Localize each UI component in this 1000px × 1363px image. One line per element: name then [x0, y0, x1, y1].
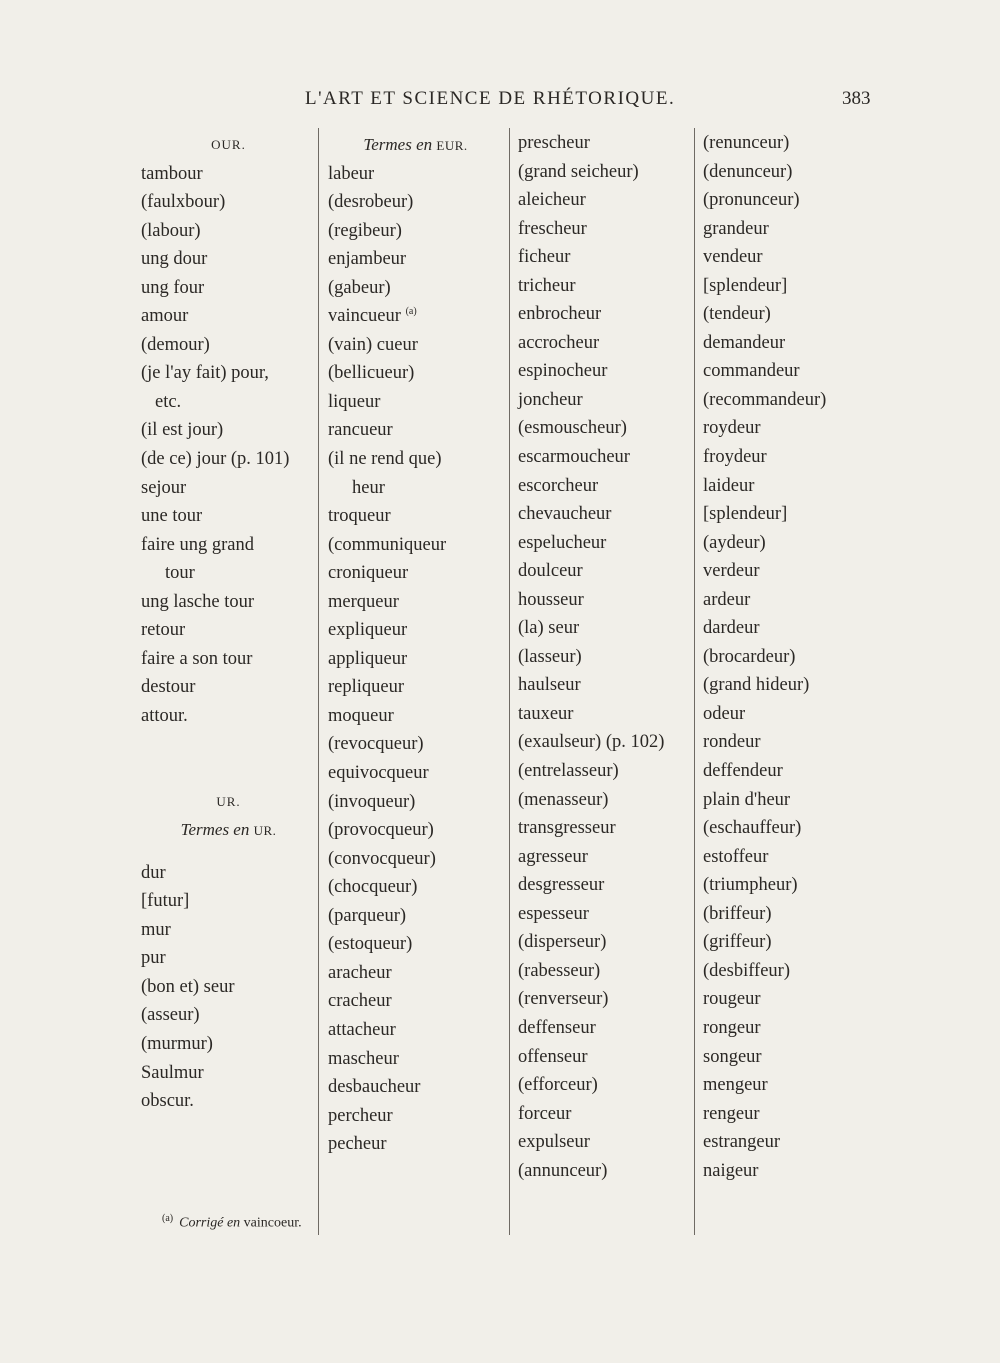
section-heading-our: OUR. — [211, 137, 246, 152]
word-entry: aleicheur — [518, 190, 586, 211]
word-entry: mascheur — [328, 1048, 399, 1069]
word-entry: offenseur — [518, 1046, 588, 1067]
word-entry: equivocqueur — [328, 763, 429, 784]
word-entry: forceur — [518, 1103, 572, 1124]
word-entry: moqueur — [328, 705, 394, 726]
word-entry: merqueur — [328, 591, 399, 612]
word-entry: (murmur) — [141, 1033, 213, 1054]
word-entry: cracheur — [328, 991, 392, 1012]
word-entry: (parqueur) — [328, 905, 407, 926]
word-entry: (revocqueur) — [328, 734, 424, 755]
word-entry: tour — [165, 563, 195, 584]
word-entry: (menasseur) — [518, 789, 609, 810]
termes-label: Termes en — [363, 135, 433, 154]
section-subheading-termes-eur — [328, 131, 503, 160]
column-rule — [509, 128, 510, 1235]
word-entry: appliqueur — [328, 648, 408, 669]
word-entry: rongeur — [703, 1017, 761, 1038]
word-entry: (griffeur) — [703, 932, 772, 953]
word-entry: pecheur — [328, 1134, 387, 1155]
word-entry: faire ung grand — [141, 534, 255, 555]
word-entry: joncheur — [518, 389, 583, 410]
word-entry: (efforceur) — [518, 1075, 598, 1096]
rhyme-column-1 — [141, 129, 316, 1116]
word-entry: (annunceur) — [518, 1160, 608, 1181]
word-entry: attour. — [141, 705, 188, 726]
word-entry: tricheur — [518, 275, 576, 296]
word-entry: (tendeur) — [703, 304, 771, 325]
section-subheading-termes-ur — [141, 816, 316, 845]
word-entry: (regibeur) — [328, 220, 402, 241]
word-entry: dur — [141, 862, 166, 883]
word-entry: doulceur — [518, 561, 583, 582]
word-entry: (disperseur) — [518, 932, 607, 953]
word-entry: escorcheur — [518, 475, 599, 496]
rhyme-column-4 — [703, 129, 848, 1185]
word-entry: (lasseur) — [518, 646, 582, 667]
word-entry: haulseur — [518, 675, 581, 696]
column-rule — [318, 128, 319, 1235]
word-entry: (grand hideur) — [703, 675, 810, 696]
word-entry: percheur — [328, 1105, 393, 1126]
footnote — [162, 1213, 302, 1232]
word-entry: espinocheur — [518, 361, 608, 382]
word-entry: rengeur — [703, 1103, 760, 1124]
word-entry: [splendeur] — [703, 504, 788, 525]
word-entry: mengeur — [703, 1075, 768, 1096]
word-entry: accrocheur — [518, 332, 600, 353]
word-entry: (je l'ay fait) pour, — [141, 363, 269, 384]
word-entry: (desbiffeur) — [703, 960, 790, 981]
word-entry: sejour — [141, 477, 187, 498]
word-entry: dardeur — [703, 618, 760, 639]
word-entry: liqueur — [328, 391, 381, 412]
word-entry: froydeur — [703, 447, 767, 468]
word-entry: enbrocheur — [518, 304, 602, 325]
word-entry: (chocqueur) — [328, 877, 418, 898]
word-entry: (renunceur) — [703, 133, 790, 153]
word-entry: [splendeur] — [703, 275, 788, 296]
word-entry: transgresseur — [518, 818, 616, 839]
word-entry: demandeur — [703, 332, 786, 353]
word-entry: (exaulseur) (p. 102) — [518, 732, 665, 753]
footnote-marker: (a) — [162, 1213, 174, 1224]
footnote-reference: (a) — [405, 306, 417, 318]
word-entry: naigeur — [703, 1160, 759, 1181]
word-entry: chevaucheur — [518, 504, 612, 525]
word-entry: espesseur — [518, 903, 589, 924]
word-entry: amour — [141, 306, 189, 327]
word-entry: (brocardeur) — [703, 646, 796, 667]
word-entry: estoffeur — [703, 846, 769, 867]
word-entry: (demour) — [141, 334, 210, 355]
word-entry: (grand seicheur) — [518, 161, 639, 182]
word-entry: vendeur — [703, 247, 763, 268]
footnote-text: vaincoeur. — [243, 1215, 302, 1231]
word-entry: prescheur — [518, 133, 590, 153]
word-entry: expliqueur — [328, 620, 408, 641]
word-entry: desgresseur — [518, 875, 605, 896]
word-entry: (il ne rend que) — [328, 449, 442, 470]
termes-ending: UR. — [253, 823, 277, 839]
word-entry: tambour — [141, 163, 203, 184]
word-entry: mur — [141, 919, 171, 940]
word-entry: (triumpheur) — [703, 875, 798, 896]
word-entry: deffendeur — [703, 761, 783, 782]
word-entry: (rabesseur) — [518, 960, 601, 981]
word-entry: croniqueur — [328, 563, 409, 584]
word-entry: enjambeur — [328, 249, 407, 270]
word-entry: (eschauffeur) — [703, 818, 802, 839]
word-entry: (briffeur) — [703, 903, 772, 924]
termes-ending: EUR. — [436, 138, 468, 153]
word-entry: ficheur — [518, 247, 571, 268]
word-entry: agresseur — [518, 846, 588, 867]
word-entry: (recommandeur) — [703, 389, 827, 410]
section-heading-ur: UR. — [216, 793, 241, 809]
word-entry: songeur — [703, 1046, 762, 1067]
word-entry: odeur — [703, 703, 746, 724]
word-entry: laideur — [703, 475, 755, 496]
word-entry: ardeur — [703, 589, 751, 610]
word-entry: [futur] — [141, 891, 190, 912]
word-entry-with-note — [328, 302, 503, 331]
word-entry: (bellicueur) — [328, 363, 415, 384]
word-entry: housseur — [518, 589, 584, 610]
word-entry: (aydeur) — [703, 532, 766, 553]
word-entry: frescheur — [518, 218, 587, 239]
rhyme-column-3 — [518, 129, 694, 1185]
page-number: 383 — [842, 88, 871, 109]
word-entry: obscur. — [141, 1091, 194, 1112]
word-entry: ung lasche tour — [141, 591, 255, 612]
word-entry: une tour — [141, 506, 203, 527]
word-entry: (labour) — [141, 220, 201, 241]
word-entry: expulseur — [518, 1132, 590, 1153]
word-entry: (gabeur) — [328, 277, 391, 298]
word-entry: etc. — [155, 391, 182, 412]
word-entry: verdeur — [703, 561, 760, 582]
word-entry: (denunceur) — [703, 161, 793, 182]
word-entry: (de ce) jour (p. 101) — [141, 449, 290, 470]
word-entry: (renverseur) — [518, 989, 609, 1010]
word-entry: roydeur — [703, 418, 761, 439]
word-entry: (estoqueur) — [328, 934, 413, 955]
word-entry: (invoqueur) — [328, 791, 416, 812]
word-entry: repliqueur — [328, 677, 405, 698]
word-entry: (asseur) — [141, 1005, 200, 1026]
word-entry: (entrelasseur) — [518, 761, 619, 782]
footnote-text-italic: Corrigé en — [179, 1215, 241, 1231]
word-entry: pur — [141, 948, 166, 969]
word-entry: commandeur — [703, 361, 800, 382]
word-entry: escarmoucheur — [518, 447, 630, 468]
word-entry: (communiqueur — [328, 534, 447, 555]
word-entry: destour — [141, 677, 196, 698]
word-entry: aracheur — [328, 962, 392, 983]
word-entry: ung four — [141, 277, 205, 298]
spacer — [141, 759, 316, 788]
column-rule — [694, 128, 695, 1235]
word-entry: (convocqueur) — [328, 848, 436, 869]
word-entry: grandeur — [703, 218, 769, 239]
word-entry: (desrobeur) — [328, 192, 414, 213]
word-entry: (faulxbour) — [141, 192, 226, 213]
word-entry: rougeur — [703, 989, 761, 1010]
spacer — [141, 730, 316, 759]
word-entry: (esmouscheur) — [518, 418, 627, 439]
word-entry: rancueur — [328, 420, 393, 441]
word-entry: (bon et) seur — [141, 976, 235, 997]
spacer — [141, 845, 316, 859]
word-entry: (la) seur — [518, 618, 580, 639]
word-entry: plain d'heur — [703, 789, 791, 810]
word-entry: troqueur — [328, 506, 391, 527]
word-entry: Saulmur — [141, 1062, 204, 1083]
word-entry: desbaucheur — [328, 1077, 421, 1098]
termes-label: Termes en — [180, 820, 250, 840]
word-entry: labeur — [328, 163, 375, 184]
word-entry: (vain) cueur — [328, 334, 418, 355]
word-entry: retour — [141, 620, 186, 641]
word-entry: (il est jour) — [141, 420, 224, 441]
word-entry: tauxeur — [518, 703, 574, 724]
word-entry: attacheur — [328, 1019, 396, 1040]
word-entry: rondeur — [703, 732, 761, 753]
rhyme-column-2 — [328, 129, 503, 1159]
word-entry: faire a son tour — [141, 648, 253, 669]
word-entry: (pronunceur) — [703, 190, 800, 211]
word-text: vaincueur — [328, 306, 401, 327]
word-entry: (provocqueur) — [328, 820, 434, 841]
word-entry: ung dour — [141, 249, 208, 270]
word-entry: estrangeur — [703, 1132, 781, 1153]
word-entry: espelucheur — [518, 532, 607, 553]
running-header-title: L'ART ET SCIENCE DE RHÉTORIQUE. — [305, 88, 676, 109]
word-entry: deffenseur — [518, 1017, 596, 1038]
word-entry: heur — [352, 477, 385, 498]
